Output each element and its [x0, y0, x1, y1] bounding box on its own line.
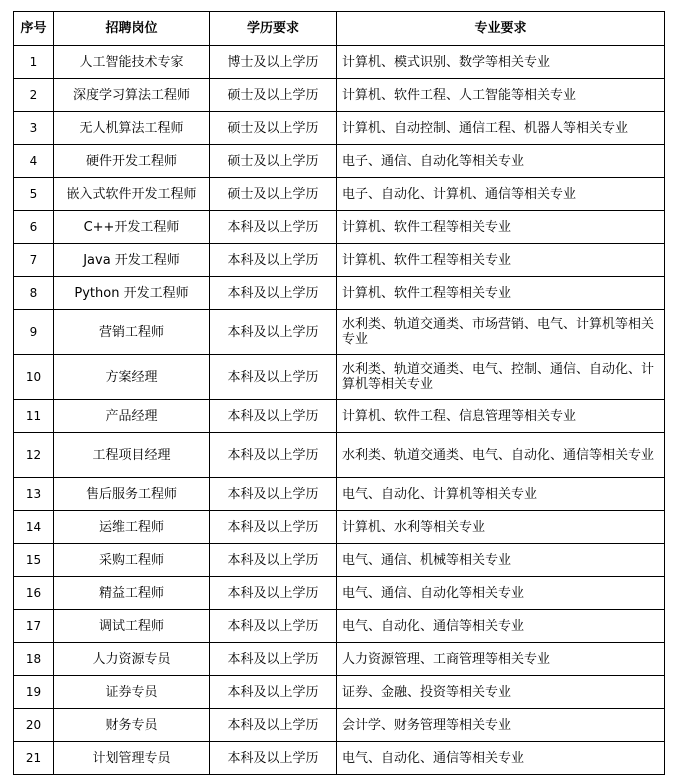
row-major: 计算机、自动控制、通信工程、机器人等相关专业: [337, 112, 665, 145]
row-post: Python 开发工程师: [54, 277, 210, 310]
row-post: 运维工程师: [54, 511, 210, 544]
table-row: [14, 178, 665, 211]
row-major: 计算机、软件工程等相关专业: [337, 244, 665, 277]
table-row: [14, 577, 665, 610]
row-number: 1: [14, 46, 54, 79]
table-row: [14, 145, 665, 178]
row-post: 硬件开发工程师: [54, 145, 210, 178]
row-post: 财务专员: [54, 709, 210, 742]
header-no: 序号: [14, 12, 54, 46]
table-row: [14, 709, 665, 742]
row-major: 计算机、模式识别、数学等相关专业: [337, 46, 665, 79]
row-education: 本科及以上学历: [210, 211, 337, 244]
table-row: [14, 400, 665, 433]
header-education: 学历要求: [210, 12, 337, 46]
table-row: [14, 610, 665, 643]
row-number: 2: [14, 79, 54, 112]
header-post: 招聘岗位: [54, 12, 210, 46]
row-number: 3: [14, 112, 54, 145]
row-major: 会计学、财务管理等相关专业: [337, 709, 665, 742]
row-post: 计划管理专员: [54, 742, 210, 775]
row-post: 调试工程师: [54, 610, 210, 643]
row-major: 计算机、软件工程等相关专业: [337, 277, 665, 310]
row-number: 6: [14, 211, 54, 244]
table-row: [14, 433, 665, 478]
row-post: 售后服务工程师: [54, 478, 210, 511]
row-number: 14: [14, 511, 54, 544]
row-education: 本科及以上学历: [210, 742, 337, 775]
row-education: 本科及以上学历: [210, 310, 337, 355]
row-number: 18: [14, 643, 54, 676]
row-education: 本科及以上学历: [210, 355, 337, 400]
table-row: [14, 211, 665, 244]
table-row: [14, 544, 665, 577]
row-education: 本科及以上学历: [210, 277, 337, 310]
recruitment-table-container: [13, 11, 665, 775]
row-education: 本科及以上学历: [210, 478, 337, 511]
row-number: 7: [14, 244, 54, 277]
table-row: [14, 277, 665, 310]
header-row: [14, 12, 665, 46]
row-major: 电气、通信、机械等相关专业: [337, 544, 665, 577]
row-number: 11: [14, 400, 54, 433]
row-post: 人力资源专员: [54, 643, 210, 676]
row-number: 9: [14, 310, 54, 355]
row-education: 硕士及以上学历: [210, 79, 337, 112]
row-major: 电子、自动化、计算机、通信等相关专业: [337, 178, 665, 211]
row-number: 8: [14, 277, 54, 310]
row-education: 硕士及以上学历: [210, 145, 337, 178]
row-number: 16: [14, 577, 54, 610]
row-post: 人工智能技术专家: [54, 46, 210, 79]
table-row: [14, 742, 665, 775]
table-row: [14, 46, 665, 79]
recruitment-table: [13, 11, 665, 775]
row-education: 本科及以上学历: [210, 400, 337, 433]
row-post: 营销工程师: [54, 310, 210, 355]
row-education: 本科及以上学历: [210, 544, 337, 577]
row-education: 本科及以上学历: [210, 610, 337, 643]
table-row: [14, 355, 665, 400]
row-education: 本科及以上学历: [210, 577, 337, 610]
row-post: 深度学习算法工程师: [54, 79, 210, 112]
table-row: [14, 79, 665, 112]
row-education: 本科及以上学历: [210, 244, 337, 277]
row-education: 博士及以上学历: [210, 46, 337, 79]
row-major: 电子、通信、自动化等相关专业: [337, 145, 665, 178]
row-major: 证券、金融、投资等相关专业: [337, 676, 665, 709]
row-number: 19: [14, 676, 54, 709]
row-number: 20: [14, 709, 54, 742]
row-education: 本科及以上学历: [210, 709, 337, 742]
table-row: [14, 478, 665, 511]
row-major: 水利类、轨道交通类、电气、控制、通信、自动化、计算机等相关专业: [337, 355, 665, 400]
row-number: 4: [14, 145, 54, 178]
row-education: 硕士及以上学历: [210, 112, 337, 145]
row-post: 无人机算法工程师: [54, 112, 210, 145]
row-education: 本科及以上学历: [210, 643, 337, 676]
table-row: [14, 244, 665, 277]
row-major: 计算机、软件工程、信息管理等相关专业: [337, 400, 665, 433]
row-number: 15: [14, 544, 54, 577]
row-number: 13: [14, 478, 54, 511]
row-major: 水利类、轨道交通类、市场营销、电气、计算机等相关专业: [337, 310, 665, 355]
row-number: 12: [14, 433, 54, 478]
row-major: 计算机、水利等相关专业: [337, 511, 665, 544]
row-number: 10: [14, 355, 54, 400]
table-row: [14, 310, 665, 355]
row-post: 工程项目经理: [54, 433, 210, 478]
row-education: 本科及以上学历: [210, 676, 337, 709]
row-education: 本科及以上学历: [210, 433, 337, 478]
row-major: 水利类、轨道交通类、电气、自动化、通信等相关专业: [337, 433, 665, 478]
row-post: 采购工程师: [54, 544, 210, 577]
row-major: 计算机、软件工程等相关专业: [337, 211, 665, 244]
row-major: 电气、自动化、计算机等相关专业: [337, 478, 665, 511]
table-row: [14, 643, 665, 676]
row-post: 精益工程师: [54, 577, 210, 610]
row-number: 17: [14, 610, 54, 643]
row-post: 方案经理: [54, 355, 210, 400]
row-major: 电气、自动化、通信等相关专业: [337, 742, 665, 775]
row-major: 计算机、软件工程、人工智能等相关专业: [337, 79, 665, 112]
header-major: 专业要求: [337, 12, 665, 46]
row-post: C++开发工程师: [54, 211, 210, 244]
row-education: 硕士及以上学历: [210, 178, 337, 211]
row-post: 证券专员: [54, 676, 210, 709]
table-row: [14, 112, 665, 145]
table-row: [14, 676, 665, 709]
table-row: [14, 511, 665, 544]
row-number: 21: [14, 742, 54, 775]
row-major: 电气、自动化、通信等相关专业: [337, 610, 665, 643]
row-post: 产品经理: [54, 400, 210, 433]
row-major: 电气、通信、自动化等相关专业: [337, 577, 665, 610]
row-number: 5: [14, 178, 54, 211]
row-major: 人力资源管理、工商管理等相关专业: [337, 643, 665, 676]
row-post: Java 开发工程师: [54, 244, 210, 277]
row-education: 本科及以上学历: [210, 511, 337, 544]
row-post: 嵌入式软件开发工程师: [54, 178, 210, 211]
